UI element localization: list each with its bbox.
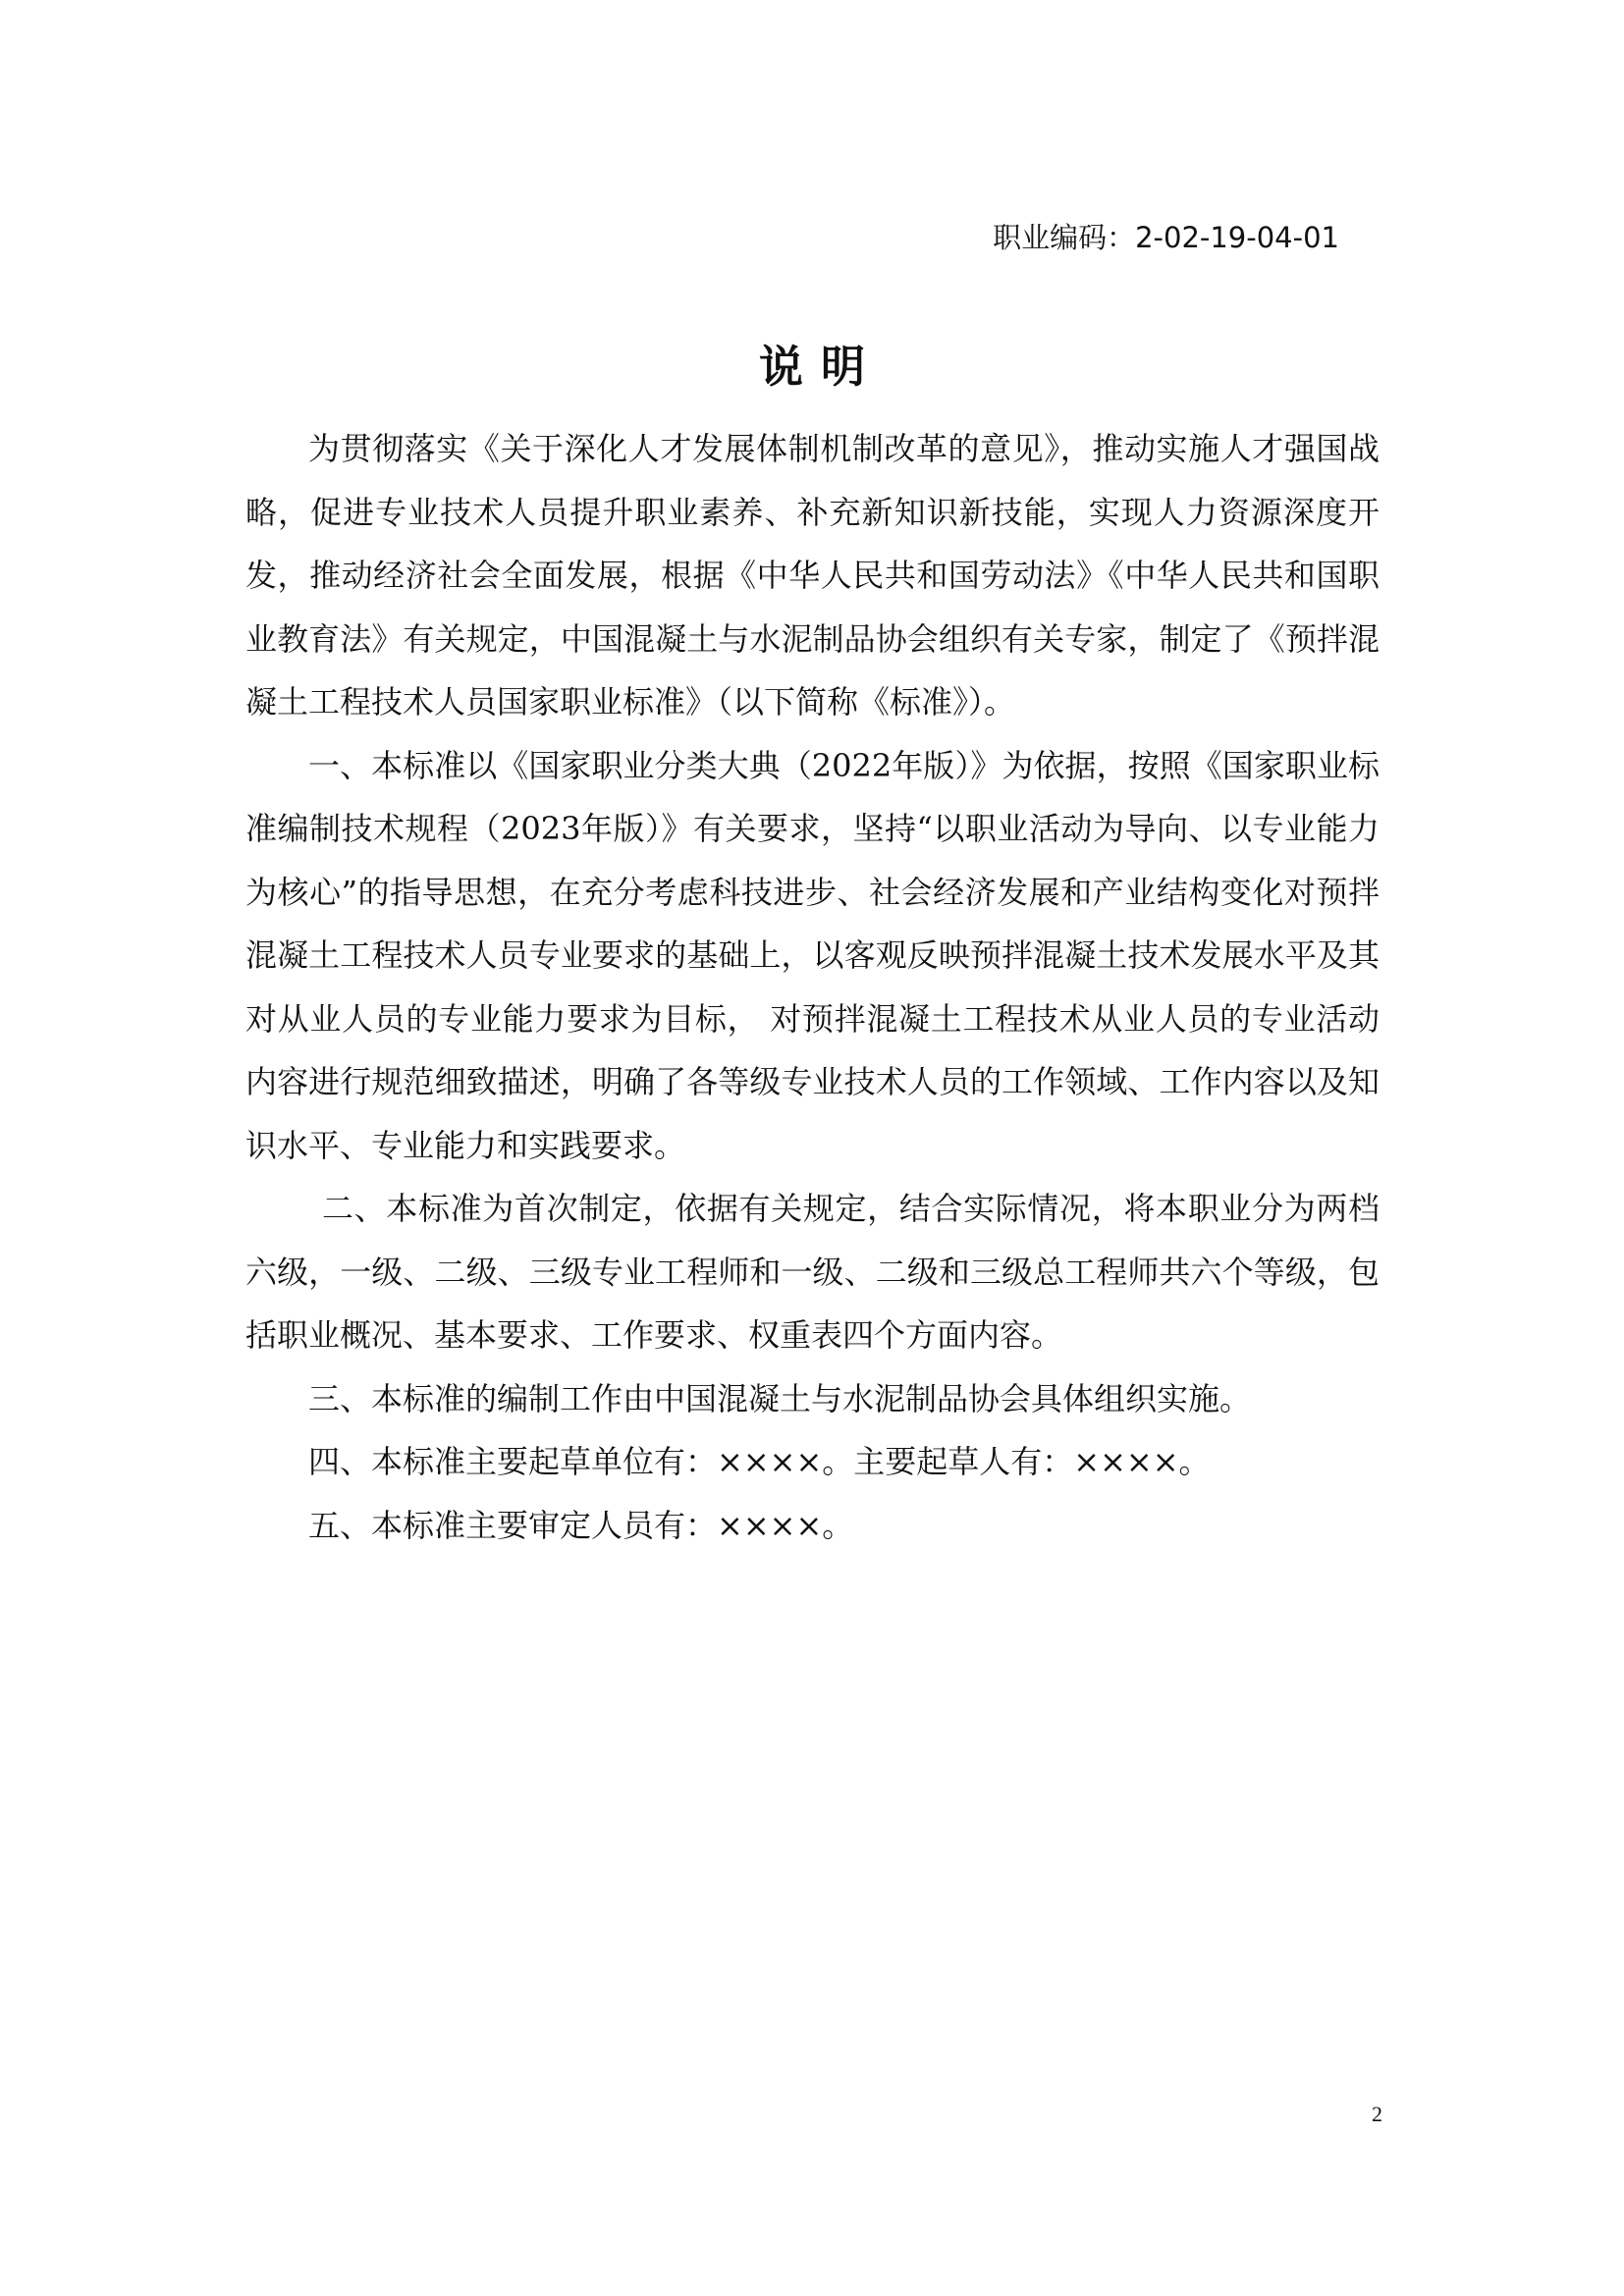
paragraph-item-3: 三、本标准的编制工作由中国混凝土与水泥制品协会具体组织实施。 xyxy=(308,1379,1252,1417)
paragraph-item-2: 二、本标准为首次制定，依据有关规定，结合实际情况，将本职业分为两档六级，一级、二级、三级专业工程师和一级、二级和三级总工程师共六个等级，包括职业概况、基本要求、工作要求、权重表四个方面内容。 xyxy=(245,1190,1380,1354)
paragraph-item-4: 四、本标准主要起草单位有：××××。主要起草人有：××××。 xyxy=(308,1443,1211,1480)
page-number: 2 xyxy=(1372,2102,1382,2126)
paragraph-item-1: 一、本标准以《国家职业分类大典（2022年版）》为依据，按照《国家职业标准编制技术规程（2023年版）》有关要求，坚持“以职业活动为导向、以专业能力为核心”的指导思想，在充分考虑科技进步、社会经济发展和产业结构变化对预拌混凝土工程技术人员专业要求的基础上，以客观反映预拌混凝土技术发展水平及其对从业人员的专业能力要求为目标， 对预拌混凝土工程技术从业人员的专业活动内容进行规范细致描述，明确了各等级专业技术人员的工作领域、工作内容以及知识水平、专业能力和实践要求。 xyxy=(245,746,1380,1164)
paragraph-item-5: 五、本标准主要审定人员有：××××。 xyxy=(308,1506,854,1544)
document-body xyxy=(245,417,1380,1557)
page-title: 说明 xyxy=(758,341,883,393)
occupation-code: 职业编码：2-02-19-04-01 xyxy=(993,221,1339,254)
intro-paragraph: 为贯彻落实《关于深化人才发展体制机制改革的意见》，推动实施人才强国战略，促进专业技术人员提升职业素养、补充新知识新技能，实现人力资源深度开发，推动经济社会全面发展，根据《中华人民共和国劳动法》《中华人民共和国职业教育法》有关规定，中国混凝土与水泥制品协会组织有关专家，制定了《预拌混凝土工程技术人员国家职业标准》（以下简称《标准》）。 xyxy=(245,430,1380,721)
